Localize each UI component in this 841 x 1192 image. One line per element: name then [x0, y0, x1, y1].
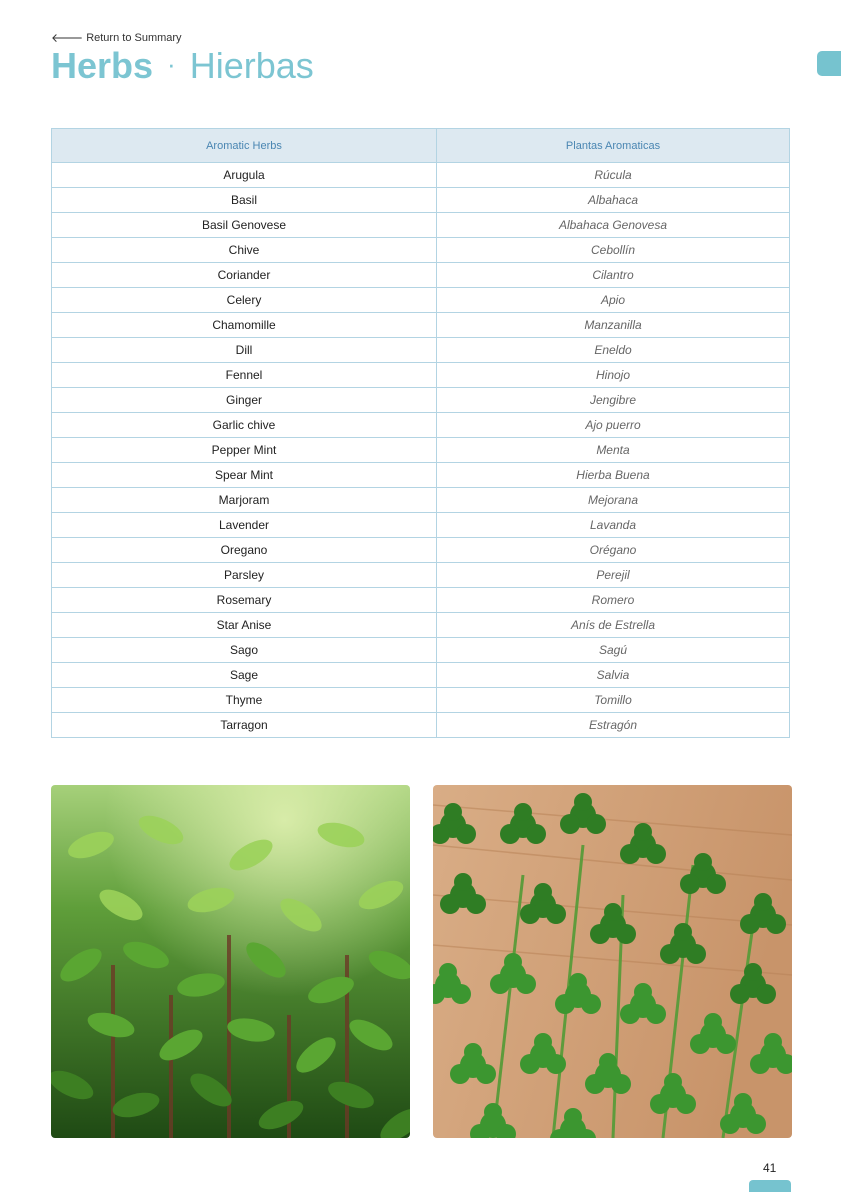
- herb-name-spanish: Albahaca: [437, 188, 790, 213]
- herb-name-english: Coriander: [52, 263, 437, 288]
- table-row: [52, 663, 790, 688]
- herb-name-spanish: Manzanilla: [437, 313, 790, 338]
- return-to-summary-label: Return to Summary: [86, 31, 182, 44]
- table-row: [52, 263, 790, 288]
- herb-name-english: Spear Mint: [52, 463, 437, 488]
- table-row: [52, 438, 790, 463]
- table-row: [52, 238, 790, 263]
- herb-name-spanish: Romero: [437, 588, 790, 613]
- mint-plants-photo: [51, 785, 410, 1138]
- column-header-english: Aromatic Herbs: [52, 129, 437, 163]
- herb-name-english: Dill: [52, 338, 437, 363]
- herb-name-spanish: Estragón: [437, 713, 790, 738]
- table-row: [52, 288, 790, 313]
- herb-name-english: Basil Genovese: [52, 213, 437, 238]
- table-row: [52, 488, 790, 513]
- table-row: [52, 313, 790, 338]
- page-title-spanish: Hierbas: [189, 45, 314, 86]
- herb-name-english: Lavender: [52, 513, 437, 538]
- herb-name-english: Chive: [52, 238, 437, 263]
- herb-name-english: Ginger: [52, 388, 437, 413]
- table-row: [52, 413, 790, 438]
- arrow-left-icon: 🡐: [51, 31, 84, 45]
- page-number: 41: [763, 1161, 777, 1175]
- herb-name-spanish: Lavanda: [437, 513, 790, 538]
- page-title: [51, 42, 314, 88]
- herb-name-spanish: Albahaca Genovesa: [437, 213, 790, 238]
- herb-name-english: Fennel: [52, 363, 437, 388]
- herb-name-spanish: Anís de Estrella: [437, 613, 790, 638]
- column-header-spanish: Plantas Aromaticas: [437, 129, 790, 163]
- table-row: [52, 163, 790, 188]
- table-row: [52, 338, 790, 363]
- herb-name-english: Pepper Mint: [52, 438, 437, 463]
- table-row: [52, 463, 790, 488]
- herb-name-spanish: Orégano: [437, 538, 790, 563]
- herb-name-english: Basil: [52, 188, 437, 213]
- herb-name-spanish: Apio: [437, 288, 790, 313]
- table-row: [52, 363, 790, 388]
- table-row: [52, 638, 790, 663]
- herb-name-english: Tarragon: [52, 713, 437, 738]
- herb-name-spanish: Ajo puerro: [437, 413, 790, 438]
- herb-name-english: Arugula: [52, 163, 437, 188]
- herb-name-english: Garlic chive: [52, 413, 437, 438]
- table-row: [52, 588, 790, 613]
- herb-name-english: Celery: [52, 288, 437, 313]
- herb-name-spanish: Perejil: [437, 563, 790, 588]
- herb-name-spanish: Eneldo: [437, 338, 790, 363]
- herb-name-spanish: Cebollín: [437, 238, 790, 263]
- herb-name-spanish: Salvia: [437, 663, 790, 688]
- herb-name-english: Star Anise: [52, 613, 437, 638]
- herb-name-english: Marjoram: [52, 488, 437, 513]
- table-row: [52, 188, 790, 213]
- page-title-english: Herbs: [51, 45, 154, 86]
- herb-name-spanish: Jengibre: [437, 388, 790, 413]
- herb-name-spanish: Cilantro: [437, 263, 790, 288]
- herb-name-spanish: Sagú: [437, 638, 790, 663]
- parsley-photo: [433, 785, 792, 1138]
- herb-name-english: Thyme: [52, 688, 437, 713]
- herb-name-english: Oregano: [52, 538, 437, 563]
- herb-name-spanish: Tomillo: [437, 688, 790, 713]
- herb-name-spanish: Hierba Buena: [437, 463, 790, 488]
- herb-name-spanish: Menta: [437, 438, 790, 463]
- herb-name-spanish: Mejorana: [437, 488, 790, 513]
- table-row: [52, 513, 790, 538]
- table-row: [52, 713, 790, 738]
- herb-name-english: Sage: [52, 663, 437, 688]
- table-row: [52, 538, 790, 563]
- title-separator: ·: [167, 49, 176, 79]
- herb-name-spanish: Rúcula: [437, 163, 790, 188]
- table-row: [52, 213, 790, 238]
- table-row: [52, 688, 790, 713]
- herb-name-english: Rosemary: [52, 588, 437, 613]
- table-row: [52, 388, 790, 413]
- table-header-row: [52, 129, 790, 163]
- herbs-table: [51, 128, 790, 738]
- herb-name-english: Sago: [52, 638, 437, 663]
- herb-name-english: Parsley: [52, 563, 437, 588]
- herb-name-spanish: Hinojo: [437, 363, 790, 388]
- table-row: [52, 613, 790, 638]
- herb-name-english: Chamomille: [52, 313, 437, 338]
- section-tab[interactable]: [817, 51, 841, 76]
- table-row: [52, 563, 790, 588]
- bottom-page-tab[interactable]: [749, 1180, 791, 1192]
